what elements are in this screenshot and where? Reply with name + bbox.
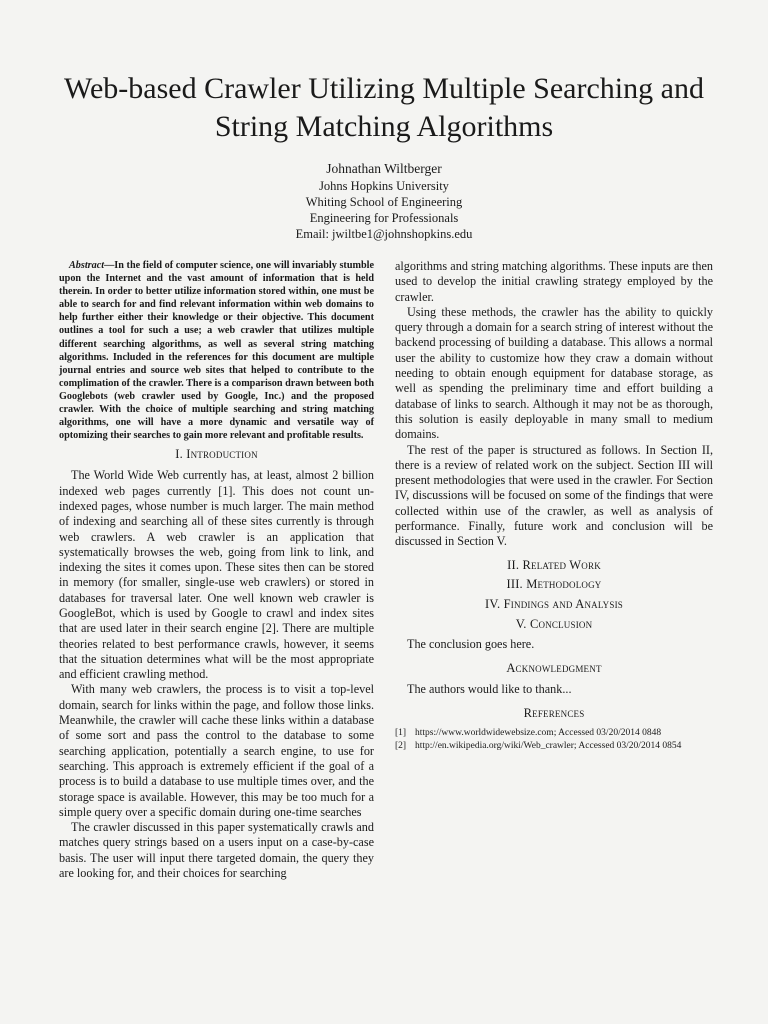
abstract <box>59 259 374 442</box>
paper-title <box>40 70 728 146</box>
author-email: Email: jwiltbe1@johnshopkins.edu <box>295 227 473 241</box>
acknowledgment-text: The authors would like to thank... <box>407 681 572 696</box>
section-heading-introduction: I. Introduction <box>175 447 258 462</box>
left-column <box>59 259 374 881</box>
intro-paragraph-1: The World Wide Web currently has, at least, almost 2 billion indexed web pages currently [1]. This does not count un-indexed pages, whose number is much larger. The main method of indexing and searching all of these sites currently is through web crawlers. A web crawler is an application that systematically browses the web, going from link to link, and indexing the sites it comes upon. These sites then can be stored in memory (for smaller, single-use web crawlers) or stored in databases for traversal later. One well known web crawler is GoogleBot, which is used by Google to crawl and index sites that are used later in their search engine [2]. There are multiple theories related to best performance crawls, however, it seems that the situation determines what will be the most appropriate and efficient crawling method. <box>59 468 374 682</box>
author-block <box>200 160 568 242</box>
section-heading-related-work: II. Related Work <box>507 557 601 572</box>
intro-paragraph-5: The rest of the paper is structured as follows. In Section II, there is a review of related work on the subject. Section III will present methodologies that were used in the crawler. For Section IV, discussions will be focused on some of the findings that were collected within use of the crawler, as well as analysis of performance. Finally, future work and conclusion will be discussed in Section V. <box>395 442 713 549</box>
author-name: Johnathan Wiltberger <box>326 161 442 176</box>
section-heading-findings: IV. Findings and Analysis <box>485 596 623 611</box>
affiliation-program: Engineering for Professionals <box>309 211 459 225</box>
conclusion-text: The conclusion goes here. <box>407 636 535 651</box>
reference-number: [2] <box>395 740 407 751</box>
abstract-text: —In the field of computer science, one will invariably stumble upon the Internet and the vast amount of information that is held therein. In order to better utilize information stored within, one must be able to search for and find relevant information within web domains to help further either their knowledge or their objective. This document outlines a tool for such a use; a web crawler that utilizes multiple different searching algorithms, as well as several string matching algorithms. Included in the references for this document are multiple journal entries and source web sites that helped to contribute to the complimation of the crawler. There is a comparison drawn between both Googlebots (web crawler used by Google, Inc.) and the proposed crawler. With the choice of multiple searching and string matching algorithms, one will have a more dynamic and versatile way of optomizing their searches to gain more relevant and profitable results. <box>59 260 374 442</box>
intro-paragraph-2: With many web crawlers, the process is to visit a top-level domain, search for links within the page, and follow those links. Meanwhile, the crawler will cache these links within a database of some sort and pass the control to the database to some searching application, potentially a search engine, to use for searching. This approach is extremely efficient if the goal of a process is to build a database to use multiple times over, and the storage space is available. However, this may be too much for a simple query over a specific domain during one-time searches <box>59 682 374 819</box>
reference-text: https://www.worldwidewebsize.com; Accessed 03/20/2014 0848 <box>415 728 662 739</box>
reference-number: [1] <box>395 728 407 739</box>
reference-item <box>395 727 713 740</box>
intro-paragraph-4: Using these methods, the crawler has the ability to quickly query through a domain for a search string of interest without the backend processing of building a database. This allows a normal user the ability to customize how they craw a domain without needing to obtain enough equipment for database storage, as well as spending the preliminary time and effort building a database of links to search. Although it may not be as thorough, this solution is easily deployable in many small to medium domains. <box>395 304 713 442</box>
section-heading-acknowledgment: Acknowledgment <box>506 660 602 675</box>
affiliation-school: Whiting School of Engineering <box>305 195 463 209</box>
section-heading-methodology: III. Methodology <box>506 576 602 591</box>
intro-paragraph-3: The crawler discussed in this paper systematically crawls and matches query strings based on a users input on a case-by-case basis. The user will input there targeted domain, the query they are looking for, and their choices for searching <box>59 820 374 881</box>
abstract-label: Abstract <box>69 260 105 271</box>
title-line-1: Web-based Crawler Utilizing Multiple Searching and <box>64 72 704 105</box>
reference-text: http://en.wikipedia.org/wiki/Web_crawler; Accessed 03/20/2014 0854 <box>415 740 682 751</box>
section-heading-conclusion: V. Conclusion <box>515 616 593 631</box>
right-column <box>395 259 713 752</box>
affiliation-university: Johns Hopkins University <box>319 179 449 193</box>
intro-paragraph-3-continued: algorithms and string matching algorithms. These inputs are then used to develop the initial crawling strategy employed by the crawler. <box>395 259 713 304</box>
reference-list <box>395 727 713 752</box>
reference-item <box>395 740 713 753</box>
section-heading-references: References <box>523 706 585 721</box>
title-line-2: String Matching Algorithms <box>214 110 554 143</box>
